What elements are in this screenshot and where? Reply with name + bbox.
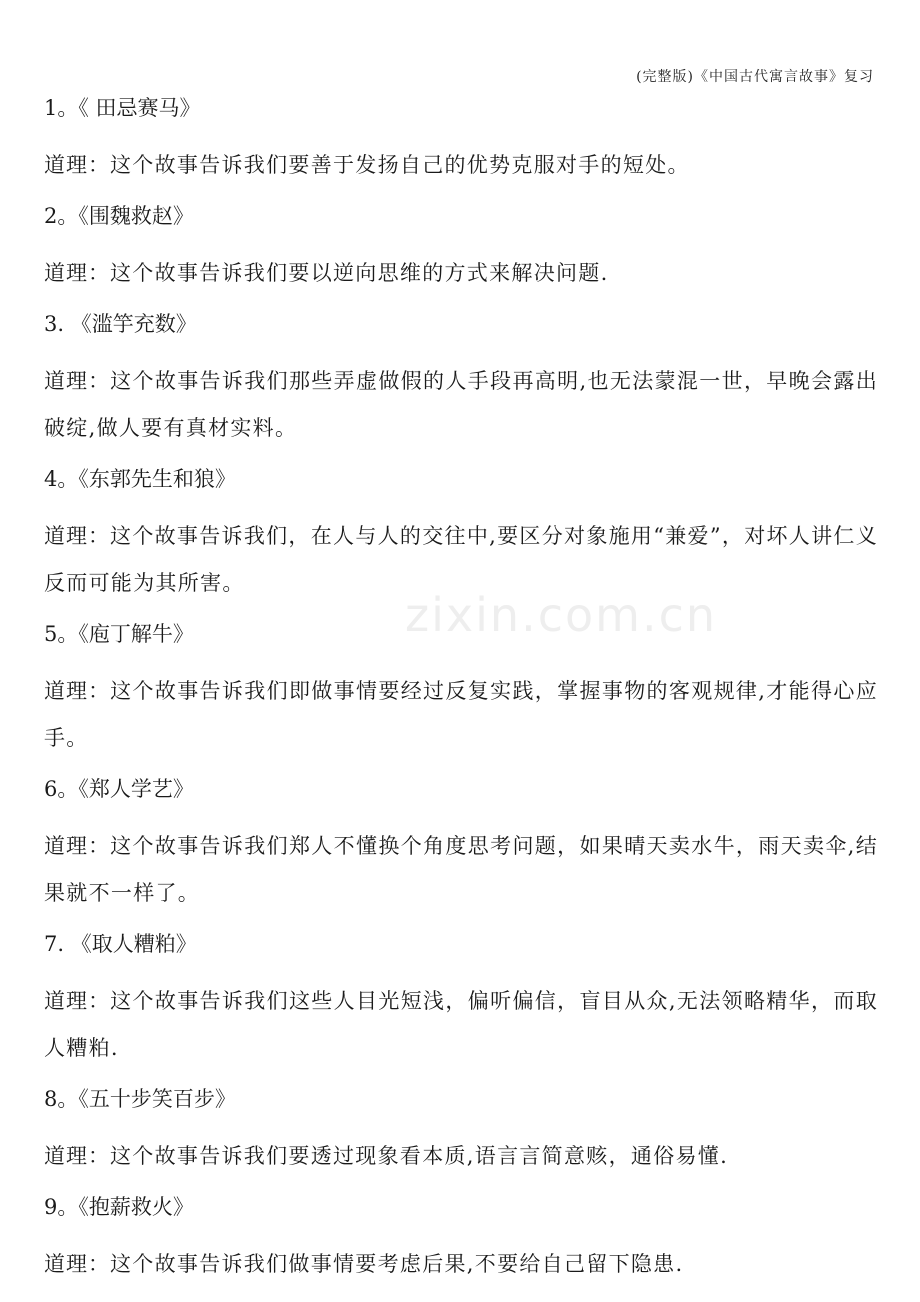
- watermark: zixin.com.cn: [405, 588, 718, 642]
- story-lesson: [44, 1133, 878, 1180]
- story-item: [44, 769, 878, 917]
- lesson-text: 这个故事告诉我们那些弄虚做假的人手段再高明,也无法蒙混一世，早晚会露出破绽,做人要有真材实料。: [44, 369, 879, 440]
- lesson-label: 道理：: [44, 153, 110, 177]
- story-item: [44, 196, 878, 297]
- lesson-text: 这个故事告诉我们要善于发扬自己的优势克服对手的短处。: [110, 153, 690, 177]
- lesson-label: 道理：: [44, 524, 111, 548]
- story-title: 5。《庖丁解牛》: [44, 622, 194, 646]
- lesson-text: 这个故事告诉我们，在人与人的交往中,要区分对象施用“兼爱”，对坏人讲仁义反而可能为其所害。: [44, 524, 879, 595]
- story-item: [44, 924, 878, 1072]
- lesson-text: 这个故事告诉我们要以逆向思维的方式来解决问题.: [110, 261, 609, 285]
- story-lesson: [44, 823, 878, 917]
- story-lesson: [44, 358, 878, 452]
- lesson-label: 道理：: [44, 989, 111, 1013]
- story-lesson: [44, 978, 878, 1072]
- story-lesson: [44, 142, 878, 189]
- story-item: [44, 1187, 878, 1288]
- story-item: [44, 459, 878, 607]
- story-title: 7. 《取人糟粕》: [44, 932, 197, 956]
- story-title: 8。《五十步笑百步》: [44, 1087, 236, 1111]
- story-title: 9。《抱薪救火》: [44, 1195, 194, 1219]
- story-lesson: [44, 1241, 878, 1288]
- story-item: [44, 88, 878, 189]
- lesson-label: 道理：: [44, 679, 111, 703]
- lesson-text: 这个故事告诉我们郑人不懂换个角度思考问题，如果晴天卖水牛，雨天卖伞,结果就不一样了。: [44, 834, 879, 905]
- lesson-text: 这个故事告诉我们即做事情要经过反复实践，掌握事物的客观规律,才能得心应手。: [44, 679, 879, 750]
- story-title: 2。《围魏救赵》: [44, 204, 194, 228]
- story-lesson: [44, 513, 878, 607]
- lesson-text: 这个故事告诉我们这些人目光短浅，偏听偏信，盲目从众,无法领略精华，而取人糟粕.: [44, 989, 879, 1060]
- lesson-text: 这个故事告诉我们做事情要考虑后果,不要给自己留下隐患.: [110, 1252, 684, 1276]
- lesson-label: 道理：: [44, 369, 111, 393]
- document-body: [44, 88, 878, 1295]
- story-lesson: [44, 250, 878, 297]
- story-item: [44, 1079, 878, 1180]
- lesson-text: 这个故事告诉我们要透过现象看本质,语言言简意赅，通俗易懂.: [110, 1144, 729, 1168]
- page-header: (完整版)《中国古代寓言故事》复习: [636, 69, 874, 85]
- story-title: 1。《 田忌赛马》: [44, 96, 201, 120]
- story-title: 4。《东郭先生和狼》: [44, 467, 236, 491]
- story-title: 3. 《滥竽充数》: [44, 312, 197, 336]
- lesson-label: 道理：: [44, 834, 111, 858]
- lesson-label: 道理：: [44, 1252, 110, 1276]
- story-title: 6。《郑人学艺》: [44, 777, 194, 801]
- story-item: [44, 304, 878, 452]
- lesson-label: 道理：: [44, 1144, 110, 1168]
- story-item: [44, 614, 878, 762]
- lesson-label: 道理：: [44, 261, 110, 285]
- story-lesson: [44, 668, 878, 762]
